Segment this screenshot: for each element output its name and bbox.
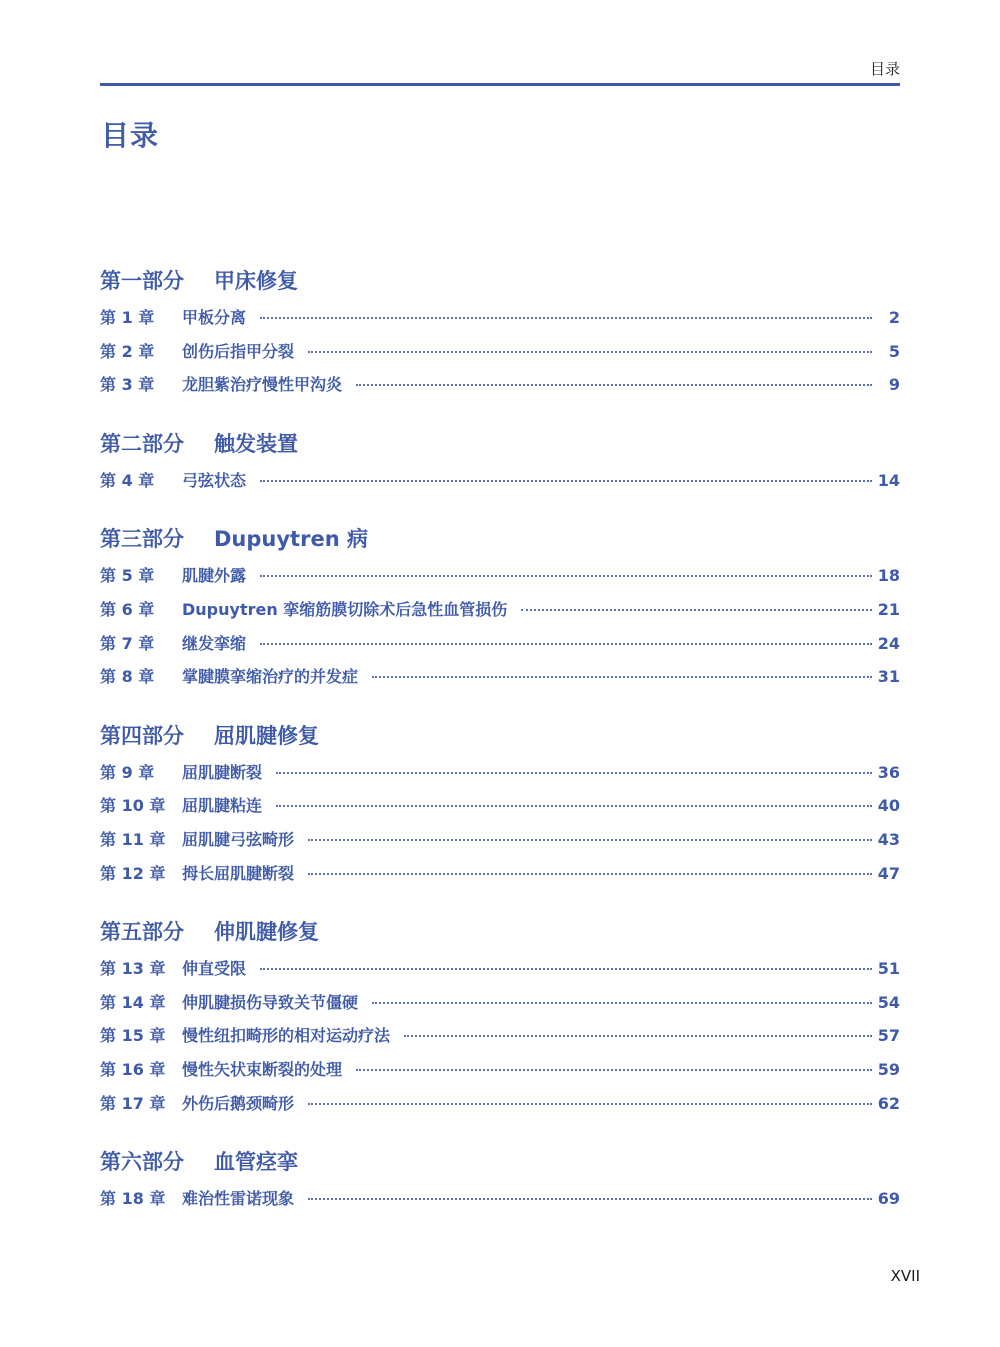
chapter-entry[interactable] xyxy=(100,1186,900,1220)
page-number: 54 xyxy=(877,992,900,1012)
chapter-entry[interactable] xyxy=(100,305,900,339)
chapter-title: 外伤后鹅颈畸形 xyxy=(182,1093,295,1113)
chapter-entry[interactable] xyxy=(100,760,900,794)
dot-leader xyxy=(308,839,872,841)
part-title: 伸肌腱修复 xyxy=(214,920,319,945)
header-rule xyxy=(100,83,900,86)
chapter-number: 第 12 章 xyxy=(100,863,166,883)
chapter-entry[interactable] xyxy=(100,861,900,895)
chapter-title: 慢性矢状束断裂的处理 xyxy=(182,1059,343,1079)
part-4 xyxy=(100,720,900,894)
chapter-entry[interactable] xyxy=(100,597,900,631)
chapter-number: 第 18 章 xyxy=(100,1189,166,1209)
chapter-number: 第 14 章 xyxy=(100,992,166,1012)
chapter-entry[interactable] xyxy=(100,468,900,502)
dot-leader xyxy=(260,575,872,577)
page-number: 51 xyxy=(877,959,900,979)
page-number: 21 xyxy=(877,599,900,619)
chapter-title: 继发挛缩 xyxy=(182,633,247,653)
part-number: 第三部分 xyxy=(100,527,184,552)
page-number: 36 xyxy=(877,762,900,782)
chapter-number: 第 6 章 xyxy=(100,599,155,619)
dot-leader xyxy=(372,1002,872,1004)
page-number: 47 xyxy=(877,863,900,883)
part-title: 屈肌腱修复 xyxy=(214,723,319,748)
chapter-entry[interactable] xyxy=(100,631,900,665)
dot-leader xyxy=(276,805,872,807)
page-number: 62 xyxy=(877,1093,900,1113)
running-header: 目录 xyxy=(869,60,900,78)
page-folio: XVII xyxy=(890,1267,920,1285)
chapter-entry[interactable] xyxy=(100,956,900,990)
chapter-entry[interactable] xyxy=(100,827,900,861)
chapter-entry[interactable] xyxy=(100,372,900,406)
part-number: 第四部分 xyxy=(100,723,184,748)
page-number: 31 xyxy=(877,667,900,687)
chapter-title: 掌腱膜挛缩治疗的并发症 xyxy=(182,667,359,687)
chapter-title: 拇长屈肌腱断裂 xyxy=(182,863,295,883)
chapter-number: 第 10 章 xyxy=(100,796,166,816)
chapter-title: 甲板分离 xyxy=(182,308,247,327)
chapter-number: 第 4 章 xyxy=(100,470,155,490)
chapter-entry[interactable] xyxy=(100,664,900,698)
chapter-title: 屈肌腱弓弦畸形 xyxy=(182,829,295,849)
dot-leader xyxy=(260,968,872,970)
page-number: 5 xyxy=(888,341,900,361)
part-heading[interactable] xyxy=(100,428,900,466)
chapter-number: 第 16 章 xyxy=(100,1059,166,1079)
dot-leader xyxy=(260,480,872,482)
page-number: 43 xyxy=(877,829,900,849)
dot-leader xyxy=(356,384,872,386)
chapter-title: 创伤后指甲分裂 xyxy=(182,341,295,361)
page-number: 24 xyxy=(877,633,900,653)
chapter-title: 肌腱外露 xyxy=(182,566,247,586)
chapter-number: 第 9 章 xyxy=(100,762,155,782)
chapter-entry[interactable] xyxy=(100,339,900,373)
page-number: 14 xyxy=(877,470,900,490)
chapter-entry[interactable] xyxy=(100,1023,900,1057)
part-1 xyxy=(100,265,900,406)
part-heading[interactable] xyxy=(100,720,900,758)
dot-leader xyxy=(308,1103,872,1105)
dot-leader xyxy=(356,1069,872,1071)
chapter-entry[interactable] xyxy=(100,990,900,1024)
dot-leader xyxy=(521,609,871,611)
dot-leader xyxy=(404,1035,872,1037)
part-title: 甲床修复 xyxy=(214,269,298,293)
chapter-entry[interactable] xyxy=(100,1057,900,1091)
part-heading[interactable] xyxy=(100,523,900,561)
dot-leader xyxy=(308,1198,872,1200)
chapter-title: 慢性纽扣畸形的相对运动疗法 xyxy=(182,1026,391,1046)
chapter-title: 屈肌腱断裂 xyxy=(182,762,263,782)
chapter-number: 第 8 章 xyxy=(100,667,155,687)
dot-leader xyxy=(276,772,872,774)
part-2 xyxy=(100,428,900,502)
dot-leader xyxy=(260,317,872,319)
chapter-title: Dupuytren 挛缩筋膜切除术后急性血管损伤 xyxy=(182,599,508,619)
chapter-number: 第 13 章 xyxy=(100,959,166,979)
chapter-entry[interactable] xyxy=(100,563,900,597)
chapter-title: 伸肌腱损伤导致关节僵硬 xyxy=(182,992,359,1012)
chapter-number: 第 5 章 xyxy=(100,566,155,586)
page-number: 40 xyxy=(877,796,900,816)
page-number: 2 xyxy=(888,308,900,327)
part-number: 第六部分 xyxy=(100,1150,184,1175)
chapter-number: 第 7 章 xyxy=(100,633,155,653)
chapter-title: 伸直受限 xyxy=(182,959,247,979)
part-title: 血管痉挛 xyxy=(214,1150,298,1175)
page-number: 69 xyxy=(877,1189,900,1209)
chapter-number: 第 15 章 xyxy=(100,1026,166,1046)
part-number: 第五部分 xyxy=(100,920,184,945)
dot-leader xyxy=(308,873,872,875)
part-5 xyxy=(100,916,900,1124)
part-number: 第一部分 xyxy=(100,269,184,293)
chapter-number: 第 2 章 xyxy=(100,341,155,361)
chapter-entry[interactable] xyxy=(100,793,900,827)
chapter-title: 屈肌腱粘连 xyxy=(182,796,263,816)
part-title: 触发装置 xyxy=(214,431,298,456)
page-number: 59 xyxy=(877,1059,900,1079)
page-number: 57 xyxy=(877,1026,900,1046)
chapter-number: 第 3 章 xyxy=(100,375,155,395)
chapter-title: 龙胆紫治疗慢性甲沟炎 xyxy=(182,375,343,395)
dot-leader xyxy=(372,676,872,678)
chapter-title: 弓弦状态 xyxy=(182,470,247,490)
chapter-number: 第 17 章 xyxy=(100,1093,166,1113)
page-number: 18 xyxy=(877,566,900,586)
part-heading[interactable] xyxy=(100,1146,900,1184)
page-number: 9 xyxy=(888,375,900,395)
part-number: 第二部分 xyxy=(100,431,184,456)
chapter-number: 第 11 章 xyxy=(100,829,166,849)
chapter-number: 第 1 章 xyxy=(100,308,155,327)
part-heading[interactable] xyxy=(100,265,900,303)
part-3 xyxy=(100,523,900,697)
part-heading[interactable] xyxy=(100,916,900,954)
dot-leader xyxy=(260,643,872,645)
table-of-contents xyxy=(100,265,900,1220)
dot-leader xyxy=(308,351,872,353)
chapter-title: 难治性雷诺现象 xyxy=(182,1189,295,1209)
part-title: Dupuytren 病 xyxy=(214,527,368,552)
page-title: 目录 xyxy=(101,119,160,152)
chapter-entry[interactable] xyxy=(100,1091,900,1125)
part-6 xyxy=(100,1146,900,1220)
